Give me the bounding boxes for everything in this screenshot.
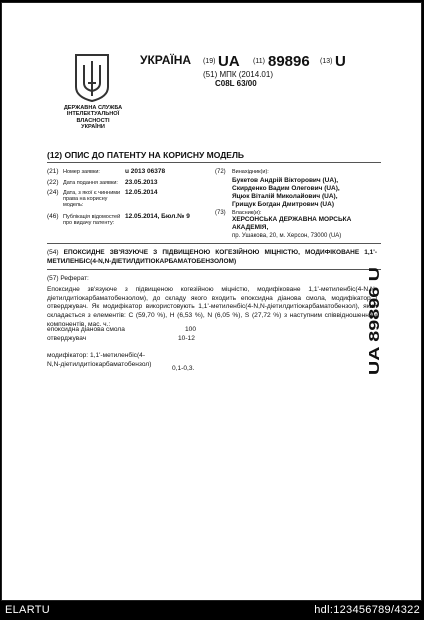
biblio-label: Дата, з якої є чинними [63, 190, 121, 196]
rights-date: 12.05.2014 [125, 189, 158, 196]
biblio-code: (46) [47, 213, 59, 220]
owner-line: АКАДЕМІЯ, [232, 224, 269, 231]
agency-line: ВЛАСНОСТІ [76, 117, 110, 124]
modifier-line: N,N-діетилдитіокарбаматобензол) [47, 361, 152, 368]
inventors-label: Винахідник(и): [232, 169, 269, 175]
side-patent-label [352, 265, 392, 375]
biblio-code: (21) [47, 168, 59, 175]
biblio-code: (24) [47, 189, 59, 196]
component-name: епоксидна діанова смола [47, 326, 125, 333]
filing-date: 23.05.2013 [125, 179, 158, 186]
divider [47, 162, 381, 163]
biblio-label: Номер заявки: [63, 169, 100, 175]
agency-line: УКРАЇНИ [81, 124, 105, 131]
utility-model-title [47, 248, 377, 266]
biblio-code: (73) [215, 210, 226, 216]
ipc-line: (51) МПК (2014.01) [203, 70, 273, 79]
component-amount: 100 [185, 326, 197, 333]
document-title: (12) ОПИС ДО ПАТЕНТУ НА КОРИСНУ МОДЕЛЬ [47, 150, 245, 160]
inventor-name: Яцюк Віталій Миколайович (UA), [232, 193, 338, 200]
agency-name [48, 105, 138, 131]
country-name: УКРАЇНА [140, 53, 192, 67]
ipc-class: C08L 63/00 [215, 79, 257, 88]
agency-line: ІНТЕЛЕКТУАЛЬНОЇ [66, 111, 120, 118]
publication-date: 12.05.2014, Бюл.№ 9 [125, 213, 190, 220]
biblio-code: (22) [47, 179, 59, 186]
divider [47, 269, 381, 270]
component-name: отверджувач [47, 335, 87, 342]
biblio-label: про видачу патенту: [63, 220, 115, 226]
country-code: UA [218, 53, 240, 70]
title-code: (54) [47, 249, 59, 256]
biblio-label: Дата подання заявки: [63, 180, 118, 186]
owner-name [232, 216, 351, 232]
footer-handle: hdl:123456789/4322 [314, 604, 420, 616]
agency-line: ДЕРЖАВНА СЛУЖБА [63, 105, 123, 111]
biblio-label: модель: [63, 202, 84, 208]
inventor-name: Скирденко Вадим Олегович (UA), [232, 185, 340, 192]
title-text: ЕПОКСИДНЕ ЗВ'ЯЗУЮЧЕ З ПІДВИЩЕНОЮ КОГЕЗІЙНОЮ МІЦНІСТЮ, МОДИФІКОВАНЕ 1,1'-МЕТИЛЕНБІС(4-N,N-ДІЕТИЛДИТІОКАРБАМАТОБЕНЗОЛОМ) [47, 249, 377, 265]
trident-emblem-icon [72, 53, 112, 103]
biblio-code: (72) [215, 169, 226, 175]
owner-label: Власник(и): [232, 210, 262, 216]
abstract-heading: (57) Реферат: [47, 275, 89, 282]
component-amount: 10-12 [178, 335, 195, 342]
inventor-name: Букетов Андрій Вікторович (UA), [232, 177, 339, 184]
divider [47, 243, 381, 244]
kind-code: U [335, 53, 346, 70]
biblio-label: права на корисну [63, 196, 108, 202]
patent-page [1, 2, 422, 601]
side-label-text: UA 89896 U [366, 293, 383, 375]
biblio-label: Публікація відомостей [63, 214, 121, 220]
inid-code-19: (19) [203, 58, 216, 65]
modifier-label [47, 351, 151, 369]
modifier-line: модифікатор: 1,1'-метиленбіс(4- [47, 352, 146, 359]
patent-number: 89896 [268, 53, 310, 70]
inid-code-13: (13) [320, 58, 333, 65]
abstract-text: Епоксидне зв'язуюче з підвищеною когезійною міцністю, модифіковане 1,1'-метиленбіс(4-N,N-діетилдитіокарбаматобензолом), до складу якого входить епоксидна діанова смола, модифікатор і отверджувач. Як модифікатор використовують 1,1'-метиленбіс(4-N,N-діетилдитіокарбаматобензол), який складається з елементів: C (59,70 %), H (6,53 %), N (6,05 %), S (27,72 %) з наступним співвідношенням компонентів, мас. ч.: [47, 286, 377, 328]
inventor-name: Грищук Богдан Дмитрович (UA) [232, 201, 334, 208]
inventors-list [232, 177, 340, 209]
footer-source: ELARTU [5, 604, 50, 616]
owner-line: ХЕРСОНСЬКА ДЕРЖАВНА МОРСЬКА [232, 216, 352, 223]
modifier-amount: 0,1-0,3. [172, 365, 195, 372]
inid-code-11: (11) [253, 58, 265, 65]
application-number: u 2013 06378 [125, 168, 166, 175]
owner-address: пр. Ушакова, 20, м. Херсон, 73000 (UA) [232, 233, 342, 239]
